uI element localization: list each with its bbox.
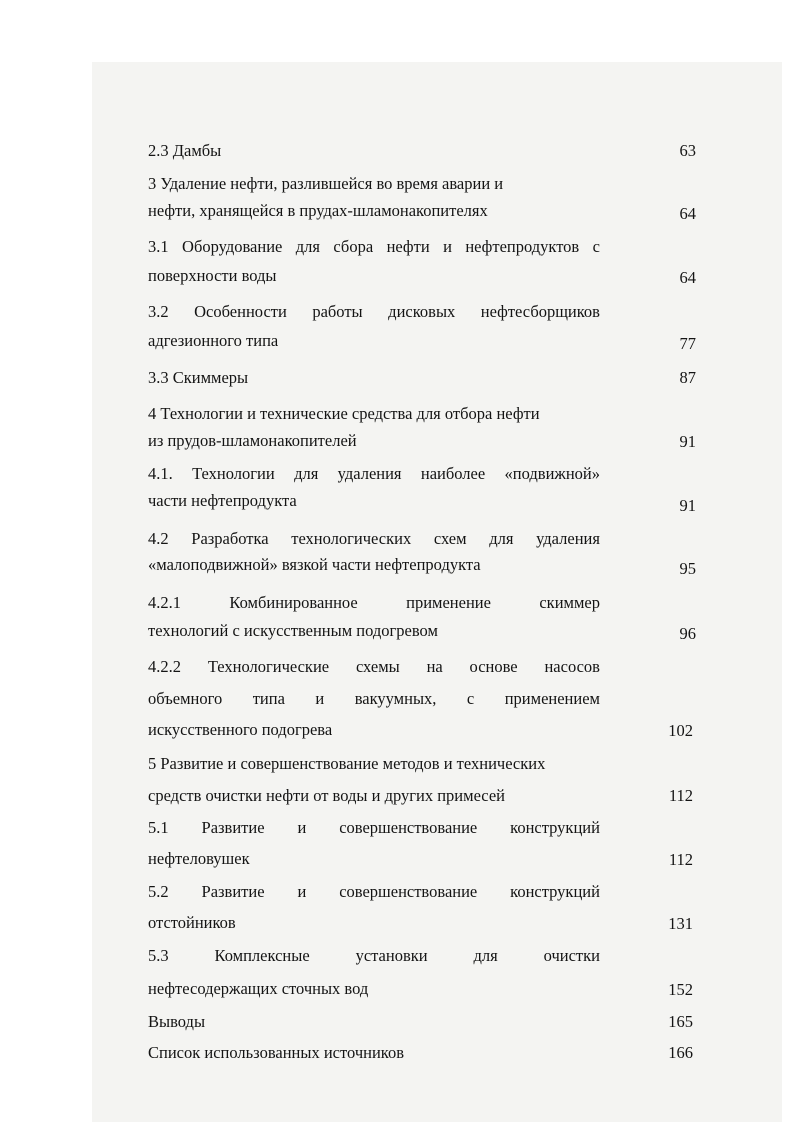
toc-entry-title-cont: поверхности воды bbox=[148, 266, 277, 285]
toc-entry-page: 131 bbox=[668, 914, 693, 933]
toc-word: схем bbox=[433, 529, 467, 548]
toc-entry-title-cont: отстойников bbox=[148, 913, 236, 932]
toc-word: типа bbox=[252, 689, 285, 708]
toc-word: 3.2 bbox=[148, 302, 169, 321]
toc-word: 5.2 bbox=[148, 882, 169, 901]
toc-entry-title-cont bbox=[148, 689, 600, 709]
toc-entry-page: 96 bbox=[679, 624, 696, 643]
toc-entry-title bbox=[148, 464, 600, 484]
toc-entry-title bbox=[148, 657, 600, 677]
toc-entry-page: 95 bbox=[679, 559, 696, 578]
toc-entry-page: 112 bbox=[668, 786, 693, 805]
toc-entry-title: 2.3 Дамбы bbox=[148, 141, 222, 160]
toc-entry-page: 102 bbox=[668, 721, 693, 740]
toc-word: Оборудование bbox=[182, 237, 283, 256]
toc-word: с bbox=[592, 237, 600, 256]
toc-word: Развитие bbox=[201, 818, 265, 837]
toc-word: наиболее bbox=[420, 464, 486, 483]
toc-entry-page: 77 bbox=[679, 334, 696, 353]
toc-word: насосов bbox=[544, 657, 600, 676]
toc-word: технологических bbox=[291, 529, 412, 548]
toc-word: сбора bbox=[333, 237, 374, 256]
toc-word: и bbox=[315, 689, 325, 708]
toc-entry-title: Список использованных источников bbox=[148, 1043, 404, 1062]
toc-word: и bbox=[297, 818, 307, 837]
toc-word: применением bbox=[504, 689, 600, 708]
toc-entry-title bbox=[148, 818, 600, 838]
toc-entry-page: 91 bbox=[679, 496, 696, 515]
toc-word: и bbox=[297, 882, 307, 901]
toc-word: работы bbox=[312, 302, 363, 321]
toc-word: очистки bbox=[543, 946, 600, 965]
toc-word: для bbox=[294, 464, 319, 483]
toc-entry-title bbox=[148, 302, 600, 322]
toc-entry-title-cont: адгезионного типа bbox=[148, 331, 279, 350]
toc-word: схемы bbox=[355, 657, 400, 676]
toc-word: объемного bbox=[148, 689, 223, 708]
toc-entry-title bbox=[148, 882, 600, 902]
toc-word: удаления bbox=[337, 464, 402, 483]
toc-word: основе bbox=[469, 657, 518, 676]
toc-word: 4.2.1 bbox=[148, 593, 181, 612]
toc-entry-page: 112 bbox=[668, 850, 693, 869]
toc-word: на bbox=[426, 657, 443, 676]
toc-word: 5.1 bbox=[148, 818, 169, 837]
toc-word: Комбинированное bbox=[229, 593, 358, 612]
toc-entry-page: 87 bbox=[679, 368, 696, 387]
toc-word: 4.1. bbox=[148, 464, 173, 483]
toc-word: Развитие bbox=[201, 882, 265, 901]
toc-word: Технологии bbox=[192, 464, 275, 483]
toc-word: Технологические bbox=[207, 657, 330, 676]
toc-entry-page: 152 bbox=[668, 980, 693, 999]
toc-entry-title: 5 Развитие и совершенствование методов и технических bbox=[148, 754, 546, 773]
toc-word: 5.3 bbox=[148, 946, 169, 965]
toc-entry-page: 165 bbox=[668, 1012, 693, 1031]
toc-word: конструкций bbox=[510, 882, 600, 901]
toc-entry-page: 91 bbox=[679, 432, 696, 451]
toc-word: скиммер bbox=[539, 593, 600, 612]
toc-word: «подвижной» bbox=[504, 464, 600, 483]
toc-entry-page: 64 bbox=[679, 204, 696, 223]
toc-word: совершенствование bbox=[339, 882, 478, 901]
toc-entry-title-cont: «малоподвижной» вязкой части нефтепродукта bbox=[148, 555, 481, 574]
toc-entry-title-cont: нефтесодержащих сточных вод bbox=[148, 979, 369, 998]
toc-entry-page: 63 bbox=[679, 141, 696, 160]
toc-word: конструкций bbox=[510, 818, 600, 837]
toc-word: 4.2 bbox=[148, 529, 169, 548]
toc-entry-title bbox=[148, 593, 600, 613]
toc-word: установки bbox=[355, 946, 428, 965]
toc-word: Комплексные bbox=[214, 946, 310, 965]
toc-entry-title-cont: нефти, хранящейся в прудах-шламонакопителях bbox=[148, 201, 488, 220]
toc-entry-title: 4 Технологии и технические средства для отбора нефти bbox=[148, 404, 540, 423]
toc-entry-title-cont: технологий с искусственным подогревом bbox=[148, 621, 438, 640]
toc-word: для bbox=[489, 529, 514, 548]
toc-word: нефти bbox=[386, 237, 430, 256]
toc-entry-page: 64 bbox=[679, 268, 696, 287]
toc-word: удаления bbox=[536, 529, 600, 548]
toc-entry-title bbox=[148, 946, 600, 966]
toc-word: нефтепродуктов bbox=[465, 237, 580, 256]
toc-word: вакуумных, bbox=[354, 689, 437, 708]
toc-word: 3.1 bbox=[148, 237, 169, 256]
toc-word: дисковых bbox=[388, 302, 456, 321]
toc-word: применение bbox=[406, 593, 491, 612]
toc-entry-title: 3.3 Скиммеры bbox=[148, 368, 249, 387]
toc-entry-title bbox=[148, 237, 600, 257]
toc-word: 4.2.2 bbox=[148, 657, 181, 676]
toc-entry-title: Выводы bbox=[148, 1012, 206, 1031]
toc-entry-title-cont: средств очистки нефти от воды и других примесей bbox=[148, 786, 505, 805]
toc-entry-title-cont: части нефтепродукта bbox=[148, 491, 297, 510]
toc-word: нефтесборщиков bbox=[480, 302, 600, 321]
toc-word: Особенности bbox=[194, 302, 287, 321]
toc-entry-title-cont: нефтеловушек bbox=[148, 849, 250, 868]
toc-word: и bbox=[443, 237, 452, 256]
toc-entry-title-cont: из прудов-шламонакопителей bbox=[148, 431, 357, 450]
toc-entry-title-cont: искусственного подогрева bbox=[148, 720, 333, 739]
toc-word: с bbox=[466, 689, 475, 708]
toc-word: совершенствование bbox=[339, 818, 478, 837]
toc-word: для bbox=[473, 946, 498, 965]
toc-entry-title bbox=[148, 529, 600, 549]
toc-entry-title: 3 Удаление нефти, разлившейся во время аварии и bbox=[148, 174, 504, 193]
toc-word: для bbox=[295, 237, 320, 256]
toc-word: Разработка bbox=[191, 529, 269, 548]
toc-entry-page: 166 bbox=[668, 1043, 693, 1062]
